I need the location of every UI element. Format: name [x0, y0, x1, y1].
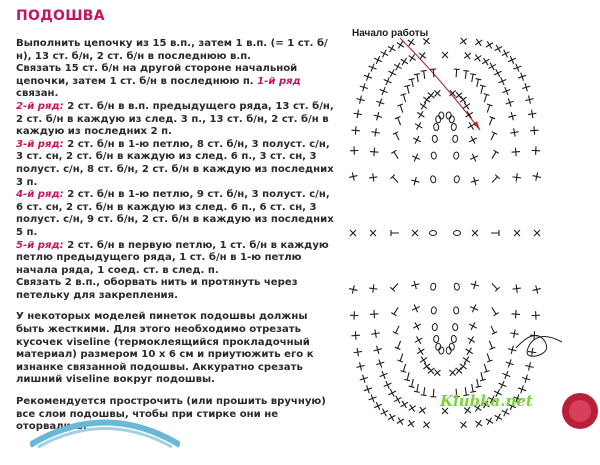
single-crochet-symbol [369, 394, 377, 402]
single-crochet-symbol [468, 122, 475, 129]
single-crochet-symbol [420, 103, 427, 110]
single-crochet-symbol [409, 54, 416, 61]
single-crochet-symbol [518, 73, 526, 81]
single-crochet-symbol [356, 362, 364, 370]
single-crochet-symbol [374, 346, 382, 354]
single-crochet-symbol [512, 284, 520, 292]
single-crochet-symbol [502, 50, 510, 58]
single-crochet-symbol [380, 87, 388, 95]
instruction-text: 2 ст. б/н в 1-ю петлю, 9 ст. б/н, 3 полуст. с/н, 6 ст. сн, 2 ст. б/н в каждую из след. 6 п., 6 ст. сн, 3 полуст. с/н, 9 ст. б/н, 2 ст. б/н в каждую из последних 5 п. [16, 189, 334, 238]
single-crochet-symbol [380, 371, 388, 379]
sole-photo-edge [30, 405, 180, 465]
single-crochet-symbol [471, 281, 479, 289]
chain-stitch-symbol [446, 112, 451, 119]
single-crochet-symbol [525, 95, 533, 103]
single-crochet-symbol [369, 64, 377, 72]
single-crochet-symbol [413, 322, 420, 329]
single-crochet-symbol [388, 69, 396, 77]
single-crochet-symbol [499, 381, 507, 389]
single-crochet-symbol [469, 136, 476, 143]
section-title: ПОДОШВА [16, 8, 105, 24]
half-double-crochet-symbol [393, 132, 402, 142]
half-double-crochet-symbol [393, 324, 402, 334]
chain-stitch-symbol [436, 343, 441, 350]
single-crochet-symbol [360, 83, 368, 91]
single-crochet-symbol [508, 346, 516, 354]
single-crochet-symbol [434, 370, 440, 376]
single-crochet-symbol [415, 122, 422, 129]
single-crochet-symbol [502, 371, 510, 379]
half-double-crochet-symbol [414, 74, 421, 83]
chain-stitch-symbol [431, 152, 437, 160]
half-double-crochet-symbol [391, 306, 400, 316]
single-crochet-symbol [374, 402, 382, 410]
single-crochet-symbol [463, 103, 470, 110]
chain-stitch-symbol [432, 323, 438, 330]
half-double-crochet-symbol [462, 70, 469, 79]
single-crochet-symbol [506, 99, 514, 107]
instruction-text: связан. [16, 88, 59, 100]
single-crochet-symbol [350, 230, 356, 236]
chain-stitch-symbol [451, 123, 457, 130]
chain-stitch-symbol [453, 307, 459, 315]
chain-stitch-symbol [449, 343, 454, 350]
half-double-crochet-symbol [487, 340, 496, 350]
single-crochet-symbol [506, 359, 514, 367]
single-crochet-symbol [475, 39, 482, 46]
half-double-crochet-symbol [391, 230, 399, 236]
single-crochet-symbol [417, 348, 424, 355]
instruction-line [16, 277, 338, 302]
half-double-crochet-symbol [430, 389, 437, 397]
single-crochet-symbol [401, 401, 408, 408]
single-crochet-symbol [528, 110, 536, 118]
single-crochet-symbol [351, 126, 359, 134]
single-crochet-symbol [401, 58, 408, 65]
single-crochet-symbol [369, 284, 377, 292]
single-crochet-symbol [528, 348, 536, 356]
single-crochet-symbol [374, 56, 382, 64]
half-double-crochet-symbol [490, 281, 500, 291]
chain-stitch-symbol [430, 283, 436, 291]
single-crochet-symbol [409, 405, 416, 412]
single-crochet-symbol [456, 367, 463, 374]
chain-stitch-symbol [454, 231, 461, 236]
single-crochet-symbol [522, 375, 530, 383]
half-double-crochet-symbol [489, 306, 498, 316]
half-double-crochet-symbol [453, 69, 460, 77]
half-double-crochet-symbol [395, 340, 404, 350]
single-crochet-symbol [494, 69, 502, 77]
half-double-crochet-symbol [397, 352, 405, 362]
instruction-line [16, 240, 338, 278]
chain-stitch-symbol [454, 175, 460, 183]
watermark: Klubka.net [440, 392, 533, 410]
yarn-tail-icon [516, 336, 562, 357]
single-crochet-symbol [466, 348, 473, 355]
single-crochet-symbol [381, 50, 389, 58]
single-crochet-symbol [381, 409, 389, 417]
single-crochet-symbol [370, 230, 376, 236]
single-crochet-symbol [364, 385, 372, 393]
half-double-crochet-symbol [390, 175, 400, 185]
single-crochet-symbol [419, 52, 426, 59]
chain-stitch-symbol [451, 335, 457, 342]
row-label: 1-й ряд [257, 75, 301, 87]
single-crochet-symbol [510, 329, 518, 337]
half-double-crochet-symbol [481, 363, 489, 372]
single-crochet-symbol [474, 54, 481, 61]
instruction-text: 2 ст. б/н в в.п. предыдущего ряда, 13 ст. б/н, 2 ст. б/н в каждую из след. 3 п., 13 ст. б/н, 2 ст. б/н в каждую из последних 2 п. [16, 100, 334, 138]
half-double-crochet-symbol [400, 363, 408, 372]
single-crochet-symbol [510, 128, 518, 136]
half-double-crochet-symbol [409, 79, 417, 88]
single-crochet-symbol [349, 285, 357, 293]
single-crochet-symbol [512, 310, 520, 318]
single-crochet-symbol [411, 281, 419, 289]
single-crochet-symbol [533, 285, 541, 293]
single-crochet-symbol [412, 154, 420, 162]
single-crochet-symbol [397, 41, 404, 48]
instruction-text: 2 ст. б/н в 1-ю петлю, 8 ст. б/н, 3 полуст. с/н, 3 ст. сн, 2 ст. б/н в каждую из след. 6 п., 3 ст. сн, 3 полуст. с/н, 8 ст. б/н, 2 ст. б/н в каждую из последних 3 п. [16, 138, 334, 188]
single-crochet-symbol [369, 173, 377, 181]
single-crochet-symbol [417, 111, 424, 118]
single-crochet-symbol [350, 311, 358, 319]
single-crochet-symbol [464, 52, 471, 59]
chain-stitch-symbol [430, 231, 437, 236]
chain-stitch-symbol [439, 112, 444, 119]
chain-stitch-symbol [431, 307, 437, 315]
chain-stitch-symbol [432, 135, 438, 142]
single-crochet-symbol [370, 310, 378, 318]
single-crochet-symbol [371, 329, 379, 337]
half-double-crochet-symbol [414, 383, 421, 392]
single-crochet-symbol [522, 83, 530, 91]
half-double-crochet-symbol [404, 85, 412, 94]
chain-stitch-symbol [449, 116, 454, 123]
start-label: Начало работы [352, 28, 429, 39]
single-crochet-symbol [423, 422, 430, 429]
chain-stitch-symbol [433, 123, 439, 130]
single-crochet-symbol [495, 45, 502, 52]
single-crochet-symbol [460, 38, 467, 45]
single-crochet-symbol [495, 414, 502, 421]
single-crochet-symbol [463, 357, 470, 364]
single-crochet-symbol [512, 173, 520, 181]
single-crochet-symbol [397, 418, 404, 425]
row-label: 2-й ряд: [16, 100, 64, 112]
single-crochet-symbol [488, 63, 495, 70]
half-double-crochet-symbol [478, 85, 486, 94]
single-crochet-symbol [532, 146, 540, 154]
single-crochet-symbol [408, 39, 415, 46]
single-crochet-symbol [442, 52, 448, 58]
half-double-crochet-symbol [491, 230, 499, 236]
single-crochet-symbol [412, 230, 418, 236]
instruction-line [16, 63, 338, 101]
chain-stitch-symbol [436, 116, 441, 123]
single-crochet-symbol [413, 136, 420, 143]
single-crochet-symbol [533, 172, 541, 180]
row-label: 3-й ряд: [16, 138, 64, 150]
single-crochet-symbol [512, 148, 520, 156]
single-crochet-symbol [376, 359, 384, 367]
half-double-crochet-symbol [484, 104, 492, 114]
single-crochet-symbol [412, 305, 420, 313]
instruction-text: Связать 2 в.п., оборвать нить и протянуть через петельку для закрепления. [16, 277, 298, 301]
single-crochet-symbol [472, 230, 478, 236]
single-crochet-symbol [460, 422, 467, 429]
instruction-text: Связать 15 ст. б/н на другой стороне начальной цепочки, затем 1 ст. б/н в последнюю п. [16, 63, 298, 87]
half-double-crochet-symbol [397, 104, 405, 114]
single-crochet-symbol [411, 177, 419, 185]
half-double-crochet-symbol [474, 79, 482, 88]
single-crochet-symbol [351, 331, 359, 339]
single-crochet-symbol [408, 420, 415, 427]
half-double-crochet-symbol [481, 94, 489, 103]
single-crochet-symbol [388, 45, 395, 52]
note-paragraph: У некоторых моделей пинеток подошвы должны быть жесткими. Для этого необходимо отрезать кусочек viseline (термоклеящийся прокладочный материал) размером 10 х 6 см и приутюжить его к изнанке связанной подошвы. Аккуратно срезать лишний viseline вокруг подошвы. [16, 311, 314, 386]
instruction-line [16, 139, 338, 189]
half-double-crochet-symbol [474, 378, 482, 387]
single-crochet-symbol [486, 418, 493, 425]
single-crochet-symbol [428, 92, 435, 99]
single-crochet-symbol [514, 230, 520, 236]
instructions-block [16, 38, 338, 434]
single-crochet-symbol [449, 370, 455, 376]
instruction-line [16, 38, 338, 63]
single-crochet-symbol [376, 99, 384, 107]
single-crochet-symbol [534, 230, 540, 236]
single-crochet-symbol [419, 407, 426, 414]
single-crochet-symbol [460, 96, 467, 103]
chain-stitch-symbol [433, 335, 439, 342]
single-crochet-symbol [508, 112, 516, 120]
chain-stitch-symbol [430, 175, 436, 183]
single-crochet-symbol [525, 362, 533, 370]
single-crochet-symbol [394, 396, 401, 403]
single-crochet-symbol [423, 363, 430, 370]
chain-stitch-symbol [454, 283, 460, 291]
half-double-crochet-symbol [478, 372, 486, 381]
single-crochet-symbol [370, 148, 378, 156]
single-crochet-symbol [475, 420, 482, 427]
row-label: 4-й ряд: [16, 189, 64, 201]
single-crochet-symbol [532, 311, 540, 319]
half-double-crochet-symbol [484, 352, 492, 362]
half-double-crochet-symbol [404, 372, 412, 381]
single-crochet-symbol [371, 128, 379, 136]
chain-stitch-symbol [446, 347, 451, 354]
instruction-line [16, 101, 338, 139]
half-double-crochet-symbol [421, 70, 428, 79]
single-crochet-symbol [471, 177, 479, 185]
half-double-crochet-symbol [390, 281, 400, 291]
single-crochet-symbol [384, 381, 392, 389]
row-label: 5-й ряд: [16, 239, 64, 251]
single-crochet-symbol [384, 77, 392, 85]
single-crochet-symbol [350, 146, 358, 154]
half-double-crochet-symbol [487, 117, 496, 127]
half-double-crochet-symbol [421, 387, 428, 396]
single-crochet-symbol [354, 348, 362, 356]
single-crochet-symbol [374, 112, 382, 120]
chain-stitch-symbol [452, 135, 458, 142]
single-crochet-symbol [388, 389, 396, 397]
single-crochet-symbol [486, 41, 493, 48]
single-crochet-symbol [482, 58, 489, 65]
crochet-chart-svg [330, 18, 600, 431]
single-crochet-symbol [468, 336, 475, 343]
single-crochet-symbol [502, 87, 510, 95]
single-crochet-symbol [349, 172, 357, 180]
single-crochet-symbol [499, 77, 507, 85]
crochet-chart [330, 18, 600, 431]
instruction-line [16, 189, 338, 239]
single-crochet-symbol [394, 63, 401, 70]
single-crochet-symbol [530, 126, 538, 134]
single-crochet-symbol [470, 154, 478, 162]
half-double-crochet-symbol [489, 150, 498, 160]
instruction-text: Выполнить цепочку из 15 в.п., затем 1 в.п. (= 1 ст. б/н), 13 ст. б/н, 2 ст. б/н в последнюю в.п. [16, 38, 328, 62]
half-double-crochet-symbol [409, 378, 417, 387]
half-double-crochet-symbol [400, 94, 408, 103]
single-crochet-symbol [434, 90, 440, 96]
half-double-crochet-symbol [469, 74, 476, 83]
single-crochet-symbol [415, 336, 422, 343]
single-crochet-symbol [360, 375, 368, 383]
half-double-crochet-symbol [395, 117, 404, 127]
recommend-paragraph: Рекомендуется прострочить (или прошить вручную) все слои подошвы, чтобы при стирке они не оторвались. [16, 396, 326, 433]
single-crochet-symbol [420, 357, 427, 364]
chain-stitch-symbol [453, 152, 459, 160]
half-double-crochet-symbol [391, 150, 400, 160]
single-crochet-symbol [513, 64, 521, 72]
instruction-text: 2 ст. б/н в первую петлю, 1 ст. б/н в каждую петлю предыдущего ряда, 1 ст. б/н в 1-ю петлю начала ряда, 1 соед. ст. в след. п. [16, 239, 329, 276]
half-double-crochet-symbol [488, 324, 497, 334]
single-crochet-symbol [469, 322, 476, 329]
single-crochet-symbol [354, 110, 362, 118]
single-crochet-symbol [364, 73, 372, 81]
single-crochet-symbol [470, 305, 478, 313]
single-crochet-symbol [388, 414, 395, 421]
single-crochet-symbol [508, 56, 516, 64]
single-crochet-symbol [356, 95, 364, 103]
half-double-crochet-symbol [490, 175, 500, 185]
half-double-crochet-symbol [488, 132, 497, 142]
chain-stitch-symbol [439, 347, 444, 354]
chain-stitch-symbol [452, 323, 458, 330]
